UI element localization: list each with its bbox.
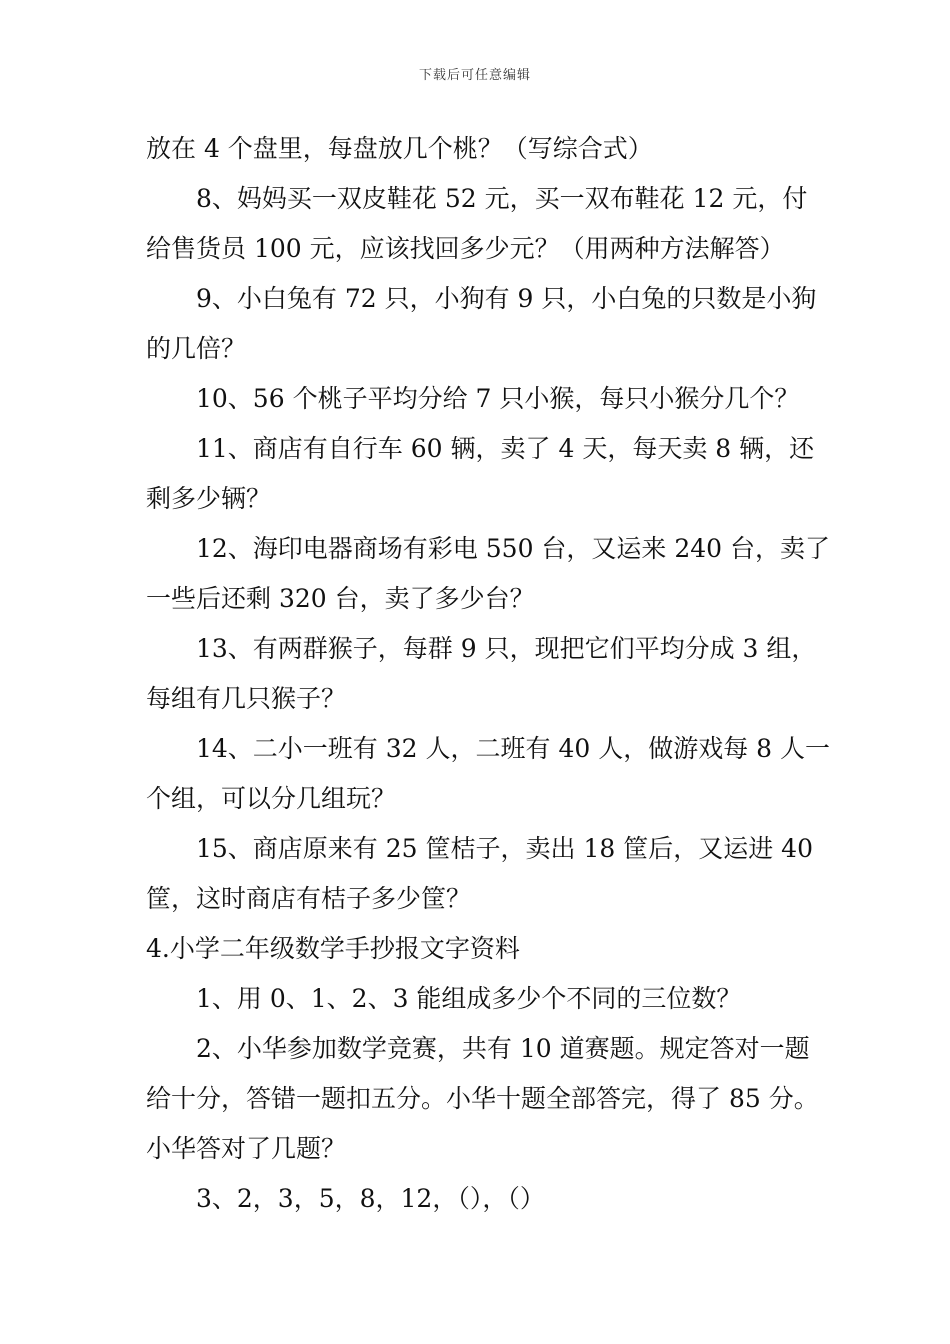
- question-1-line: 1、用 0、1、2、3 能组成多少个不同的三位数？: [196, 984, 742, 1013]
- question-8-line: 8、妈妈买一双皮鞋花 52 元，买一双布鞋花 12 元，付: [196, 184, 808, 213]
- text-line: 剩多少辆？: [146, 484, 272, 513]
- text-line: 放在 4 个盘里，每盘放几个桃？（写综合式）: [146, 134, 653, 163]
- question-11-line: 11、商店有自行车 60 辆，卖了 4 天，每天卖 8 辆，还: [196, 434, 815, 463]
- text-line: 给十分，答错一题扣五分。小华十题全部答完，得了 85 分。: [146, 1084, 819, 1113]
- question-15-line: 15、商店原来有 25 筐桔子，卖出 18 筐后，又运进 40: [196, 834, 813, 863]
- section-heading: 4.小学二年级数学手抄报文字资料: [146, 934, 520, 963]
- text-line: 一些后还剩 320 台，卖了多少台？: [146, 584, 535, 613]
- text-line: 筐，这时商店有桔子多少筐？: [146, 884, 472, 913]
- text-line: 每组有几只猴子？: [146, 684, 347, 713]
- page-header: 下载后可任意编辑: [418, 68, 531, 83]
- text-line: 的几倍？: [146, 334, 247, 363]
- question-10-line: 10、56 个桃子平均分给 7 只小猴，每只小猴分几个？: [196, 384, 800, 413]
- question-14-line: 14、二小一班有 32 人，二班有 40 人，做游戏每 8 人一: [196, 734, 831, 763]
- text-line: 个组，可以分几组玩？: [146, 784, 397, 813]
- question-3-line: 3、2，3，5，8，12，（），（）: [196, 1184, 545, 1213]
- question-13-line: 13、有两群猴子，每群 9 只，现把它们平均分成 3 组，: [196, 634, 817, 663]
- question-12-line: 12、海印电器商场有彩电 550 台，又运来 240 台，卖了: [196, 534, 831, 563]
- text-line: 小华答对了几题？: [146, 1134, 347, 1163]
- question-2-line: 2、小华参加数学竞赛，共有 10 道赛题。规定答对一题: [196, 1034, 810, 1063]
- question-9-line: 9、小白兔有 72 只，小狗有 9 只，小白兔的只数是小狗: [196, 284, 817, 313]
- text-line: 给售货员 100 元，应该找回多少元？（用两种方法解答）: [146, 234, 785, 263]
